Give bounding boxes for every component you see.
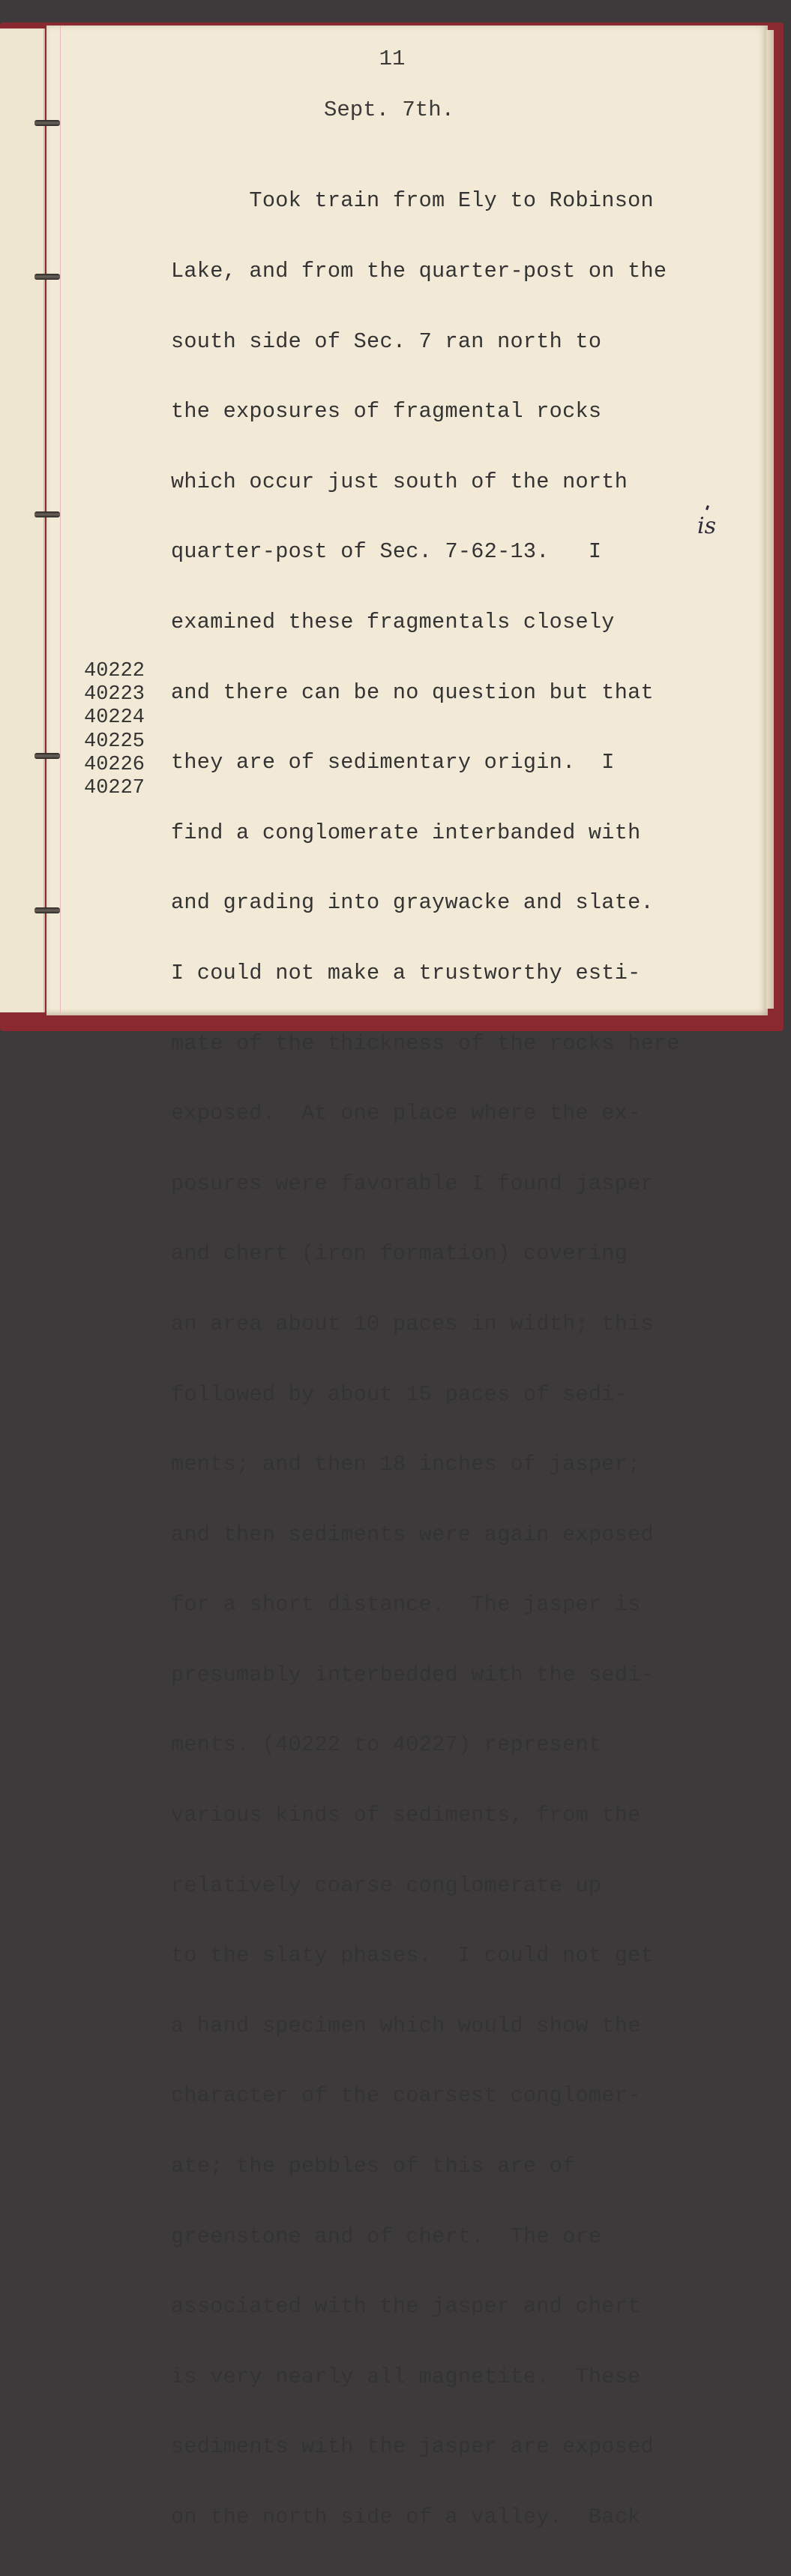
specimen-number: 40227: [84, 776, 145, 799]
body-line: south side of Sec. 7 ran north to: [171, 328, 602, 354]
body-line: on the north side of a valley. Back: [171, 2505, 641, 2530]
specimen-number: 40222: [84, 660, 145, 682]
binder-ring: [34, 907, 60, 913]
body-line: presumably interbedded with the sedi-: [171, 1662, 654, 1687]
body-line: the exposures of fragmental rocks: [171, 399, 602, 424]
body-line: and chert (iron formation) covering: [171, 1241, 628, 1267]
body-line: ments; and then 18 inches of jasper;: [171, 1452, 641, 1477]
body-line: ate; the pebbles of this are of: [171, 2154, 576, 2179]
handwritten-insert: is: [697, 513, 716, 539]
body-line: Lake, and from the quarter-post on the: [171, 259, 667, 283]
body-line: associated with the jasper and chert: [171, 2294, 641, 2320]
specimen-number: 40225: [84, 730, 145, 753]
page-stack-edge: [766, 30, 774, 1009]
body-line: and then sediments were again exposed: [171, 1522, 654, 1547]
body-line: mate of the thickness of the rocks here: [171, 1030, 680, 1056]
body-line: they are of sedimentary origin. I: [171, 750, 615, 775]
body-line: sediments with the jasper are exposed: [171, 2434, 654, 2460]
body-line: examined these fragmentals closely: [171, 609, 615, 634]
body-line: find a conglomerate interbanded with: [171, 820, 641, 845]
handwritten-caret: [706, 505, 709, 511]
body-line: followed by about 15 paces of sedi-: [171, 1381, 628, 1407]
body-line: and grading into graywacke and slate.: [171, 890, 654, 916]
body-line: to the slaty phases. I could not get: [171, 1943, 654, 1969]
entry-body: [171, 142, 680, 2576]
specimen-number-list: [84, 660, 145, 800]
body-line: relatively coarse conglomerate up: [171, 1873, 602, 1898]
body-line: which occur just south of the north: [171, 469, 628, 494]
page-number: 11: [379, 46, 406, 71]
body-line: is very nearly all magnetite. These: [171, 2364, 641, 2389]
body-line: a hand specimen which would show the: [171, 2013, 641, 2038]
body-line: posures were favorable I found jasper: [171, 1171, 654, 1196]
body-line: character of the coarsest conglomer-: [171, 2083, 641, 2109]
body-line: for a short distance. The jasper is: [171, 1592, 641, 1618]
binder-ring: [34, 511, 60, 517]
body-line: an area about 10 paces in width; this: [171, 1311, 654, 1336]
body-line: quarter-post of Sec. 7-62-13. I: [171, 539, 602, 565]
specimen-number: 40224: [84, 706, 145, 730]
specimen-number: 40226: [84, 753, 145, 776]
notebook-page: [46, 25, 768, 2530]
binder-ring: [34, 120, 60, 126]
body-line: exposed. At one place where the ex-: [171, 1101, 641, 1126]
specimen-number: 40223: [84, 683, 145, 706]
left-page-edge: [0, 28, 45, 1012]
body-line: I could not make a trustworthy esti-: [171, 960, 641, 985]
body-line: ments. (40222 to 40227) represent: [171, 1732, 602, 1758]
margin-line: [60, 25, 61, 1015]
binder-ring: [34, 274, 60, 280]
binder-ring: [34, 753, 60, 759]
body-line: Took train from Ely to Robinson: [171, 188, 654, 214]
body-line: and there can be no question but that: [171, 679, 654, 705]
entry-date: Sept. 7th.: [323, 97, 455, 122]
body-line: various kinds of sediments, from the: [171, 1803, 641, 1828]
body-line: greenstone and of chert. The ore: [171, 2224, 602, 2249]
